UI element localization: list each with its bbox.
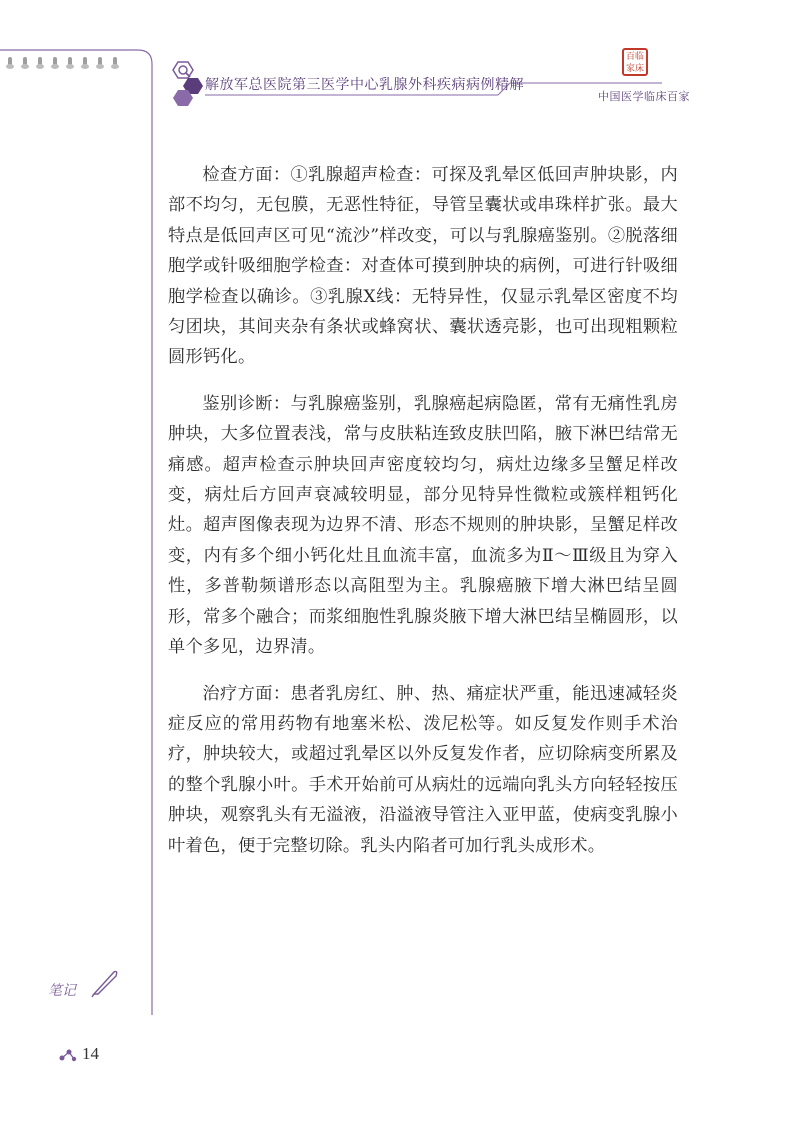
molecule-icon [58,1046,78,1064]
seal-logo: 百临 家床 [622,48,648,76]
page-header [0,0,800,110]
paragraph-differential-diagnosis: 鉴别诊断：与乳腺癌鉴别，乳腺癌起病隐匿，常有无痛性乳房肿块，大多位置表浅，常与皮肤粘连致皮肤凹陷，腋下淋巴结常无痛感。超声检查示肿块回声密度较均匀，病灶边缘多呈蟹足样改变，病灶后方回声衰减较明显，部分见特异性微粒或簇样粗钙化灶。超声图像表现为边界不清、形态不规则的肿块影，呈蟹足样改变，内有多个细小钙化灶且血流丰富，血流多为Ⅱ～Ⅲ级且为穿入性，多普勒频谱形态以高阻型为主。乳腺癌腋下增大淋巴结呈圆形，常多个融合；而浆细胞性乳腺炎腋下增大淋巴结呈椭圆形，以单个多见，边界清。 [168,393,678,658]
notes-margin-label [40,968,120,1008]
paragraph-examination: 检查方面：①乳腺超声检查：可探及乳晕区低回声肿块影，内部不均匀，无包膜，无恶性特征，导管呈囊状或串珠样扩张。最大特点是低回声区可见“流沙”样改变，可以与乳腺癌鉴别。②脱落细胞学或针吸细胞学检查：对查体可摸到肿块的病例，可进行针吸细胞学检查以确诊。③乳腺X线：无特异性，仅显示乳晕区密度不均匀团块，其间夹杂有条状或蜂窝状、囊状透亮影，也可出现粗颗粒圆形钙化。 [168,165,678,368]
main-text [168,160,678,877]
quill-pen-icon [90,968,120,998]
book-title: 解放军总医院第三医学中心乳腺外科疾病病例精解 [205,77,524,93]
paragraph-treatment: 治疗方面：患者乳房红、肿、热、痛症状严重，能迅速减轻炎症反应的常用药物有地塞米松、泼尼松等。如反复发作则手术治疗，肿块较大，或超过乳晕区以外反复发作者，应切除病变所累及的整个乳腺小叶。手术开始前可从病灶的远端向乳头方向轻轻按压肿块，观察乳头有无溢液，沿溢液导管注入亚甲蓝，使病变乳腺小叶着色，便于完整切除。乳头内陷者可加行乳头成形术。 [168,683,678,856]
page-number: 14 [82,1044,99,1063]
notes-label: 笔记 [48,983,76,999]
series-name: 中国医学临床百家 [598,90,690,103]
magnifier-hexagon-icon [168,60,204,110]
